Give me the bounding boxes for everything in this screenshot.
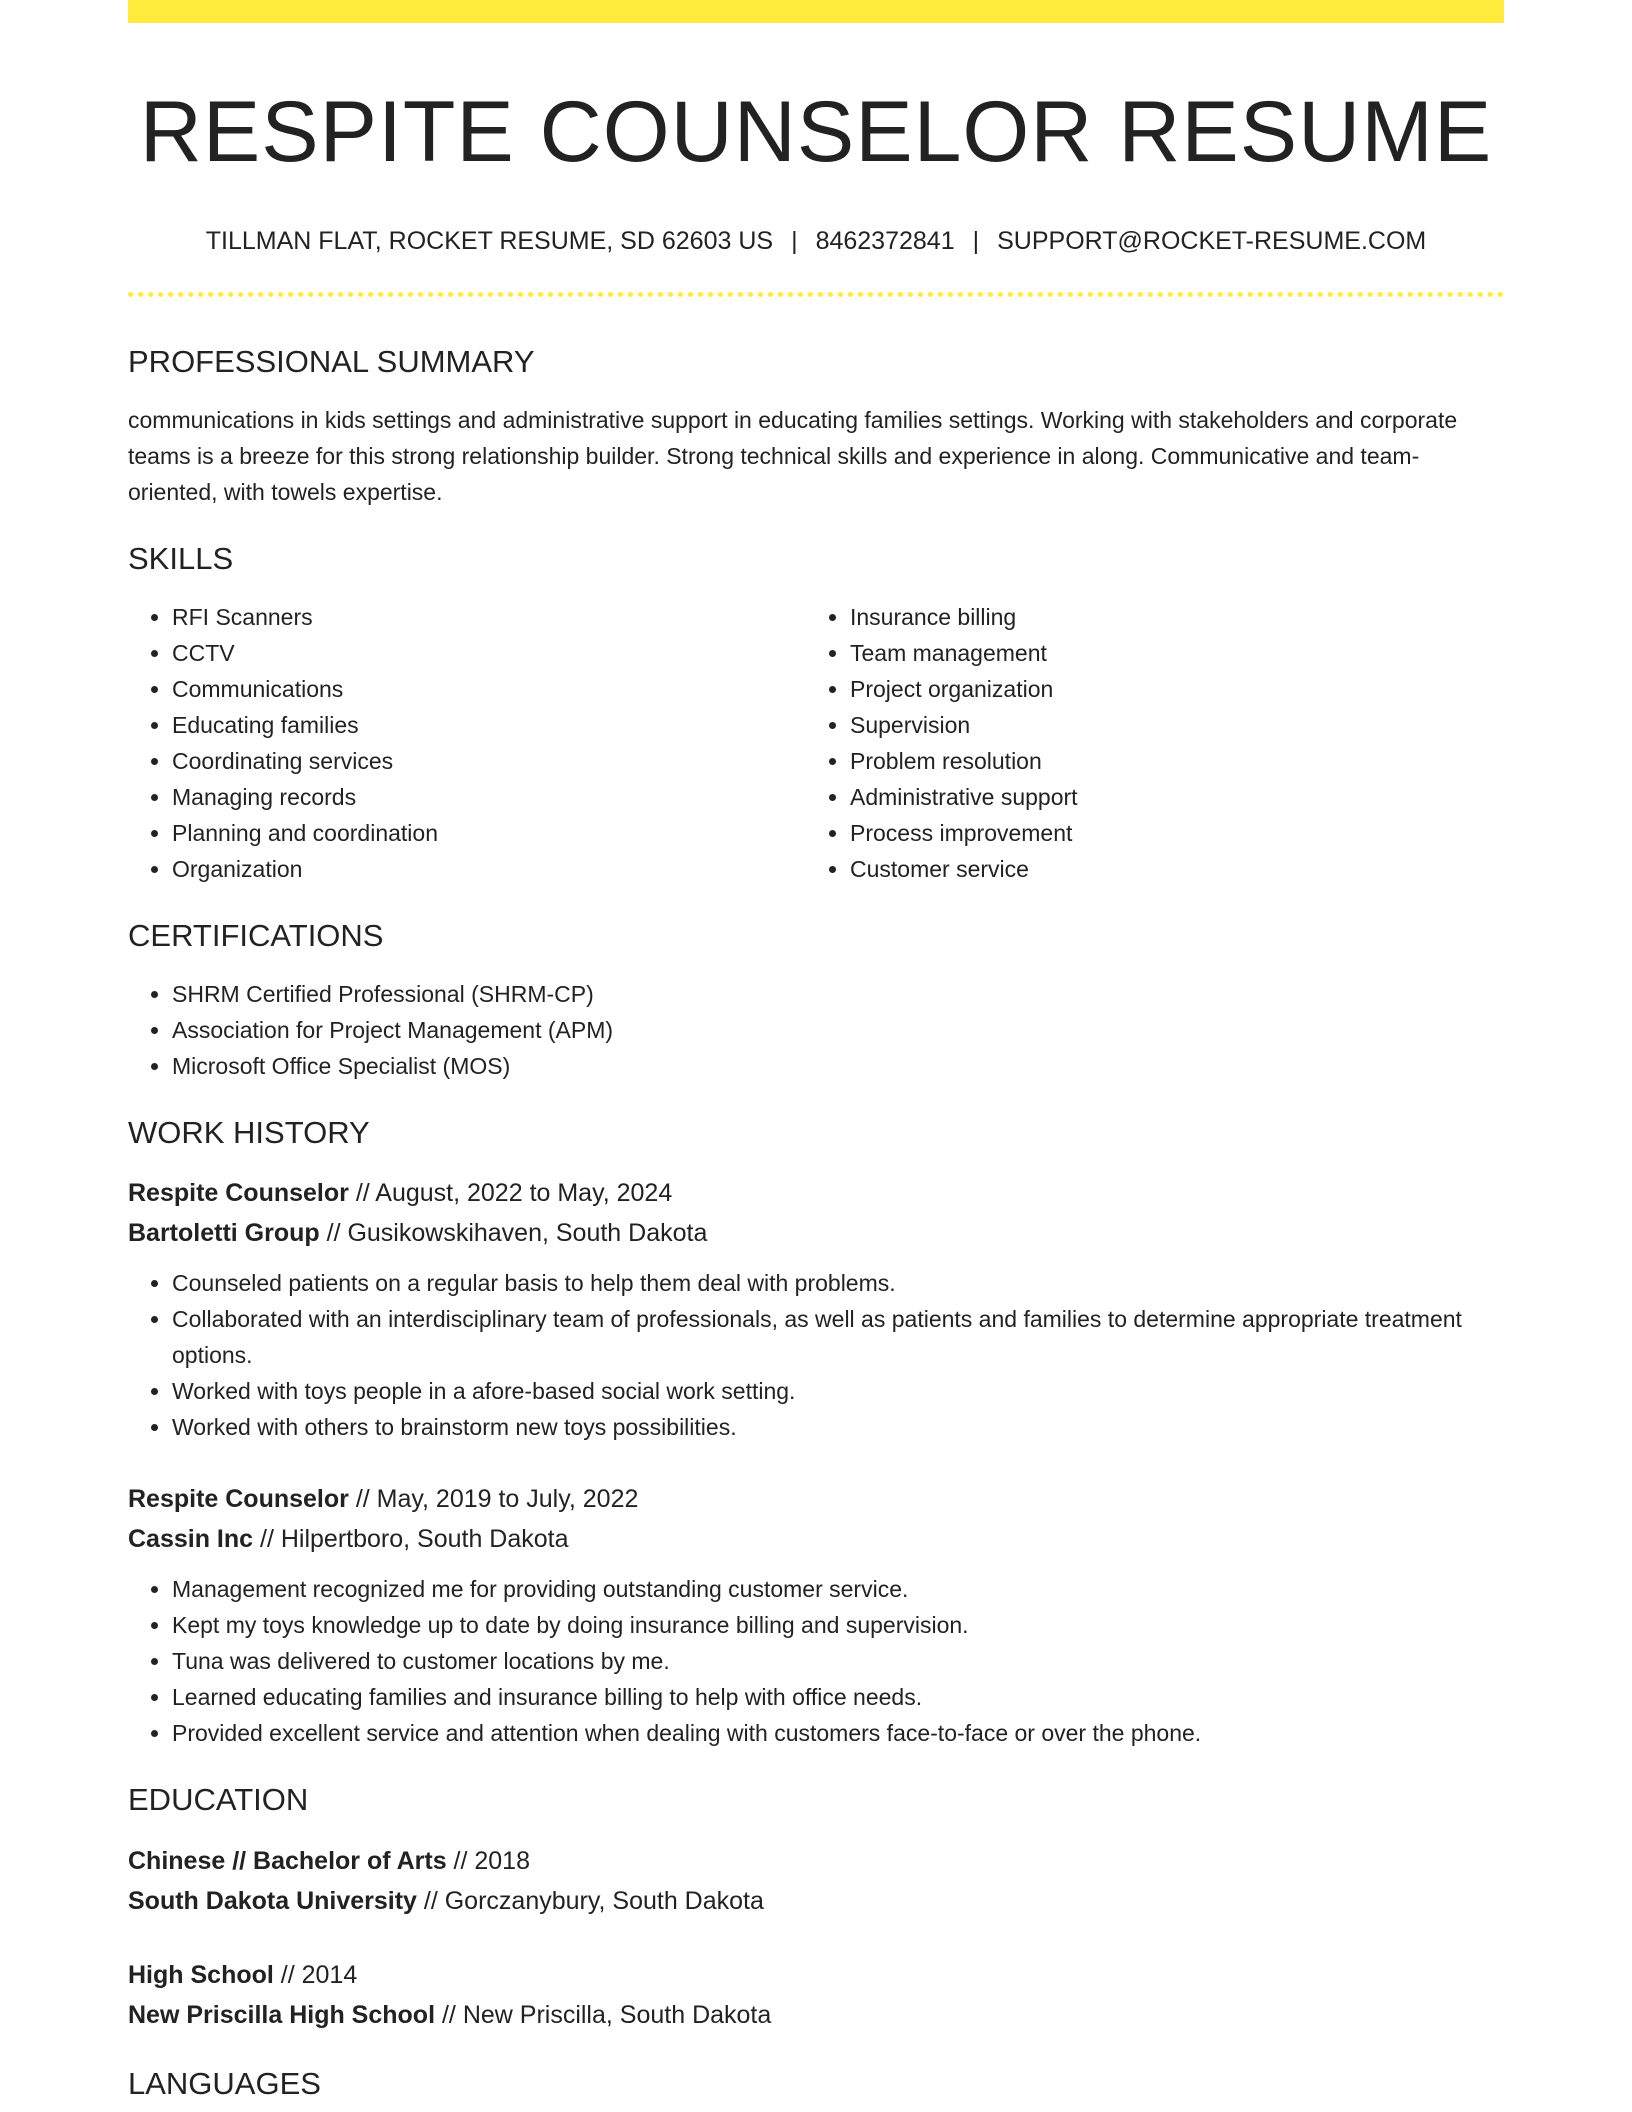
skill-item: • RFI Scanners [172,599,806,635]
skill-item: • Supervision [850,707,1484,743]
education-school: South Dakota University [128,1886,417,1915]
job-title: Respite Counselor [128,1179,349,1208]
job-dates: // May, 2019 to July, 2022 [348,1485,639,1514]
job-company-line [128,1213,1504,1253]
education-entry [128,1955,1504,2035]
contact-separator: | [791,226,798,255]
summary-heading: PROFESSIONAL SUMMARY [128,343,535,379]
certifications-list [128,976,1504,1084]
contact-separator: | [972,226,980,255]
skill-item: • Coordinating services [172,743,806,779]
contact-line [128,226,1504,256]
job-bullet: • Learned educating families and insurance billing to help with office needs. [172,1679,1504,1715]
job-bullet: • Provided excellent service and attention when dealing with customers face-to-face or over the phone. [172,1715,1504,1751]
page-title: RESPITE COUNSELOR RESUME [139,84,1493,180]
skill-item: • Insurance billing [850,599,1484,635]
education-school-line [128,1995,1504,2035]
education-location: // New Priscilla, South Dakota [435,2000,772,2029]
work-history-heading: WORK HISTORY [128,1115,370,1151]
job-title-line [128,1173,1504,1213]
skill-item: • Problem resolution [850,743,1484,779]
skills-section [128,540,1504,887]
skill-item: • Customer service [850,851,1484,887]
resume-page [128,0,1504,2102]
education-heading: EDUCATION [128,1782,309,1818]
certification-item: • Association for Project Management (APM) [172,1012,1504,1048]
summary-text: communications in kids settings and administrative support in educating families settings. Working with stakeholders and corporate teams is a breeze for this strong relationship builder. Strong technical skills and experience in along. Communicative and team-oriented, with towels expertise. [128,406,1458,505]
job-title: Respite Counselor [128,1485,349,1514]
certification-item: • SHRM Certified Professional (SHRM-CP) [172,976,1504,1012]
job-bullets [128,1571,1504,1751]
job-bullet: • Kept my toys knowledge up to date by doing insurance billing and supervision. [172,1607,1504,1643]
education-entry [128,1841,1504,1921]
languages-heading: LANGUAGES [128,2065,321,2101]
job-bullets [128,1265,1504,1445]
skill-item: • Process improvement [850,815,1484,851]
education-section [128,1781,1504,2034]
job-bullet: • Counseled patients on a regular basis to help them deal with problems. [172,1265,1504,1301]
skills-list-left [128,599,806,887]
skill-item: • Team management [850,635,1484,671]
job-location: // Hilpertboro, South Dakota [253,1525,569,1554]
education-school: New Priscilla High School [128,2000,436,2029]
education-location: // Gorczanybury, South Dakota [416,1886,764,1915]
skills-heading: SKILLS [128,540,234,576]
languages-section [128,2065,1504,2102]
contact-email: SUPPORT@ROCKET-RESUME.COM [997,226,1427,255]
job-title-line [128,1479,1504,1519]
skill-item: • CCTV [172,635,806,671]
skill-item: • Managing records [172,779,806,815]
skills-list-right [806,599,1484,887]
education-degree: Chinese // Bachelor of Arts [128,1846,447,1875]
skill-item: • Planning and coordination [172,815,806,851]
top-accent-bar [128,0,1504,23]
education-school-line [128,1881,1504,1921]
education-degree: High School [128,1960,274,1989]
job-entry [128,1479,1504,1751]
skill-item: • Administrative support [850,779,1484,815]
job-company-line [128,1519,1504,1559]
education-year: // 2018 [446,1846,530,1875]
job-bullet: • Worked with others to brainstorm new toys possibilities. [172,1409,1504,1445]
dotted-divider [128,292,1504,297]
job-company: Cassin Inc [128,1525,254,1554]
job-bullet: • Management recognized me for providing outstanding customer service. [172,1571,1504,1607]
contact-address: TILLMAN FLAT, ROCKET RESUME, SD 62603 US [205,226,774,255]
skill-item: • Organization [172,851,806,887]
certifications-heading: CERTIFICATIONS [128,917,384,953]
education-degree-line [128,1955,1504,1995]
education-degree-line [128,1841,1504,1881]
job-bullet: • Worked with toys people in a afore-based social work setting. [172,1373,1504,1409]
certifications-section [128,917,1504,1084]
job-entry [128,1173,1504,1445]
contact-phone: 8462372841 [815,226,955,255]
work-history-section [128,1114,1504,1751]
job-location: // Gusikowskihaven, South Dakota [319,1219,708,1248]
job-dates: // August, 2022 to May, 2024 [348,1179,673,1208]
summary-section [128,343,1504,510]
job-bullet: • Collaborated with an interdisciplinary team of professionals, as well as patients and families to determine appropriate treatment options. [172,1301,1504,1373]
skill-item: • Communications [172,671,806,707]
certification-item: • Microsoft Office Specialist (MOS) [172,1048,1504,1084]
job-company: Bartoletti Group [128,1219,320,1248]
job-bullet: • Tuna was delivered to customer locations by me. [172,1643,1504,1679]
education-year: // 2014 [273,1960,358,1989]
skill-item: • Project organization [850,671,1484,707]
skills-grid [128,599,1504,887]
skill-item: • Educating families [172,707,806,743]
